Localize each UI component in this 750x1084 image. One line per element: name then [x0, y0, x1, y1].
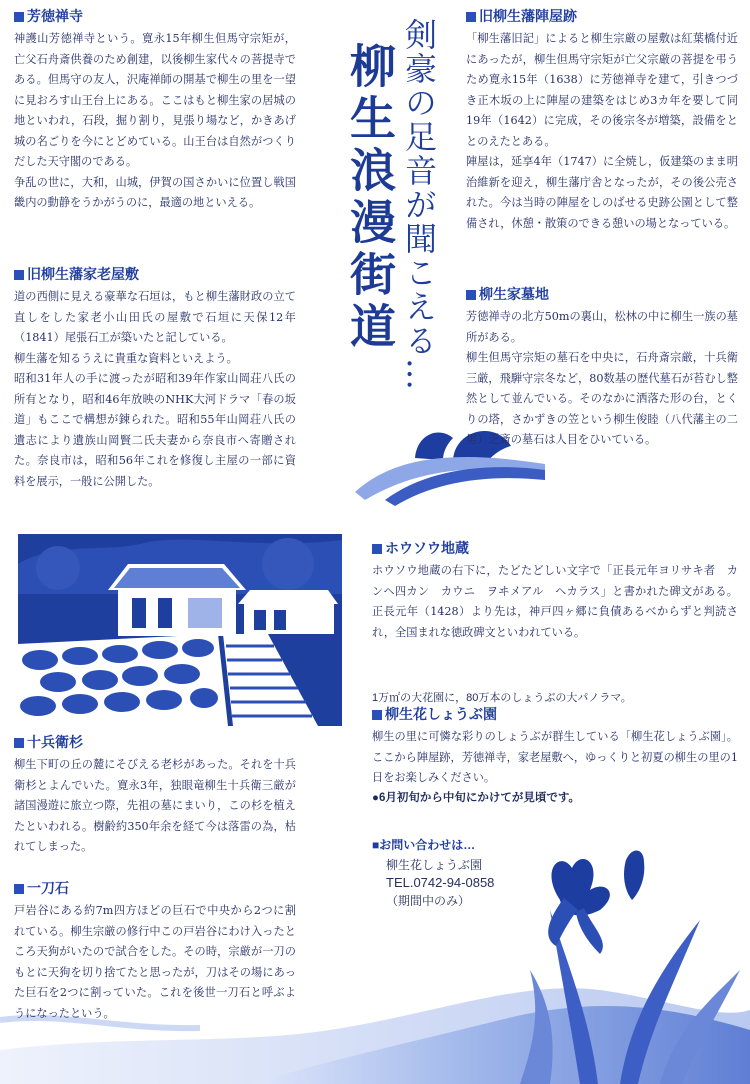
square-bullet-icon — [14, 738, 24, 748]
contact-block — [372, 836, 592, 910]
section-kicker: 1万㎡の大花園に，80万本のしょうぶの大パノラマ。 — [372, 692, 632, 704]
contact-tel[interactable]: TEL.0742-94-0858 — [386, 875, 495, 890]
section-heading: 柳生家墓地 — [466, 286, 738, 304]
section-body: 「柳生藩旧記」によると柳生宗厳の屋敷は紅葉橋付近にあったが，柳生但馬守宗矩が亡父宗厳の菩提を弔うため寛永15年（1638）に芳徳禅寺を建て，引きつづき正木坂の上に陣屋の建築をはじめ3カ年を要して同19年（1642）に完成，その後宗冬が増築，設備をととのえたとある。 陣屋は，延享4年（1747）に全焼し，仮建築のまま明治維新を迎え，柳生藩庁舎となったが，その後公売された。今は当時の陣屋をしのばせる史跡公園として整備され，休憩・散策のできる憩いの場となっている。 — [466, 32, 738, 230]
square-bullet-icon — [14, 884, 24, 894]
house-illustration — [18, 534, 342, 726]
contact-name: 柳生花しょうぶ園 — [386, 858, 483, 872]
square-bullet-icon — [372, 710, 382, 720]
section-hotokuji — [14, 8, 296, 214]
contact-note: （期間中のみ） — [386, 894, 471, 908]
section-body: ホウソウ地蔵の右下に，たどたどしい文字で「正長元年ヨリサキ者 カンヘ四カン カウニ ヲヰメアル ヘカラス」と書かれた碑文がある。正長元年（1428）より先は，神戸四ヶ郷に負債あるべからずと判読され，全国まれな徳政碑文といわれている。 — [372, 564, 738, 639]
section-karou — [14, 266, 296, 492]
square-bullet-icon — [372, 544, 382, 554]
bloom-season-note: ●6月初旬から中旬にかけてが見頃です。 — [372, 791, 580, 804]
section-heading: 芳徳禅寺 — [14, 8, 296, 26]
section-body: 道の西側に見える豪華な石垣は，もと柳生藩財政の立て直しをした家老小山田氏の屋敷で石垣に天保12年（1841）尾張石工が築いたと記している。 柳生藩を知るうえに貴重な資料といえよう。 昭和31年人の手に渡ったが昭和39年作家山岡荘八氏の所有となり，昭和46年放映のNHK大河ドラマ「春の坂道」もここで構想が錬られた。昭和55年山岡荘八氏の遺志により遺族山岡賢二氏夫妻から奈良市へ寄贈された。奈良市は，昭和56年これを修復し主屋の一部に資料を展示，一般に公開した。 — [14, 290, 296, 488]
square-bullet-icon — [466, 12, 476, 22]
page-title: 柳生浪漫街道 — [343, 42, 397, 354]
section-heading: 十兵衛杉 — [14, 734, 296, 752]
section-body: 柳生の里に可憐な彩りのしょうぶが群生している「柳生花しょうぶ園」。ここから陣屋跡，芳徳禅寺，家老屋敷へ，ゆっくりと初夏の柳生の里の1日をお楽しみください。 — [372, 730, 738, 784]
section-shoubu — [372, 690, 738, 807]
section-boti — [466, 286, 738, 451]
square-bullet-icon — [14, 12, 24, 22]
contact-label: ■お問い合わせは… — [372, 838, 476, 852]
section-heading: ホウソウ地蔵 — [372, 540, 738, 558]
section-body: 戸岩谷にある約7m四方ほどの巨石で中央から2つに割れている。柳生宗厳の修行中この戸岩谷にわけ入ったところ天狗がいたので試合をした。その時，宗厳が一刀のもとに天狗を切り捨てたと思ったが，刀はその場にあった巨石を2つに割っていた。これを後世一刀石と呼ぶようになったという。 — [14, 904, 296, 1020]
section-body: 芳徳禅寺の北方50mの裏山，松林の中に柳生一族の墓所がある。 柳生但馬守宗矩の墓石を中央に，石舟斎宗厳，十兵衛三厳，飛騨守宗冬など，80数基の歴代墓石が苔むし整然として並んでいる。そのなかに洒落た形の台，とくりの塔，さかずきの笠という柳生俊睦（八代藩主の二男）乏斎の墓石は人目をひいている。 — [466, 310, 738, 446]
section-heading: 旧柳生藩家老屋敷 — [14, 266, 296, 284]
square-bullet-icon — [14, 270, 24, 280]
section-jinya — [466, 8, 738, 234]
section-heading: 柳生花しょうぶ園 — [372, 706, 738, 724]
square-bullet-icon — [466, 290, 476, 300]
section-heading: 一刀石 — [14, 880, 296, 898]
section-ittouseki — [14, 880, 296, 1024]
section-heading: 旧柳生藩陣屋跡 — [466, 8, 738, 26]
section-body: 神護山芳徳禅寺という。寛永15年柳生但馬守宗矩が，亡父石舟斎供養のため創建，以後柳生家代々の菩提寺である。但馬守の友人，沢庵禅師の開基で柳生の里を一望に見おろす山王台上にある。ここはもと柳生家の居城の地といわれ，石段，掘り割り，見張り場など，かきあげ城の名ごりを今にとどめている。山王台は自然がつくりだした天守閣のである。 争乱の世に，大和，山城，伊賀の国さかいに位置し戦国畿内の動静をうかがうのに，最適の地といえる。 — [14, 32, 296, 209]
subtitle: 剣豪の足音が聞こえる… — [400, 18, 438, 392]
section-housou — [372, 540, 738, 643]
section-body: 柳生下町の丘の麓にそびえる老杉があった。それを十兵衛杉とよんでいた。寛永3年，独眼竜柳生十兵衛三厳が諸国漫遊に旅立つ際，先祖の墓にまいり，この杉を植えたといわれる。樹齢約350年余を経て今は落雷の為，枯れてしまった。 — [14, 758, 296, 853]
section-jubeisugi — [14, 734, 296, 858]
